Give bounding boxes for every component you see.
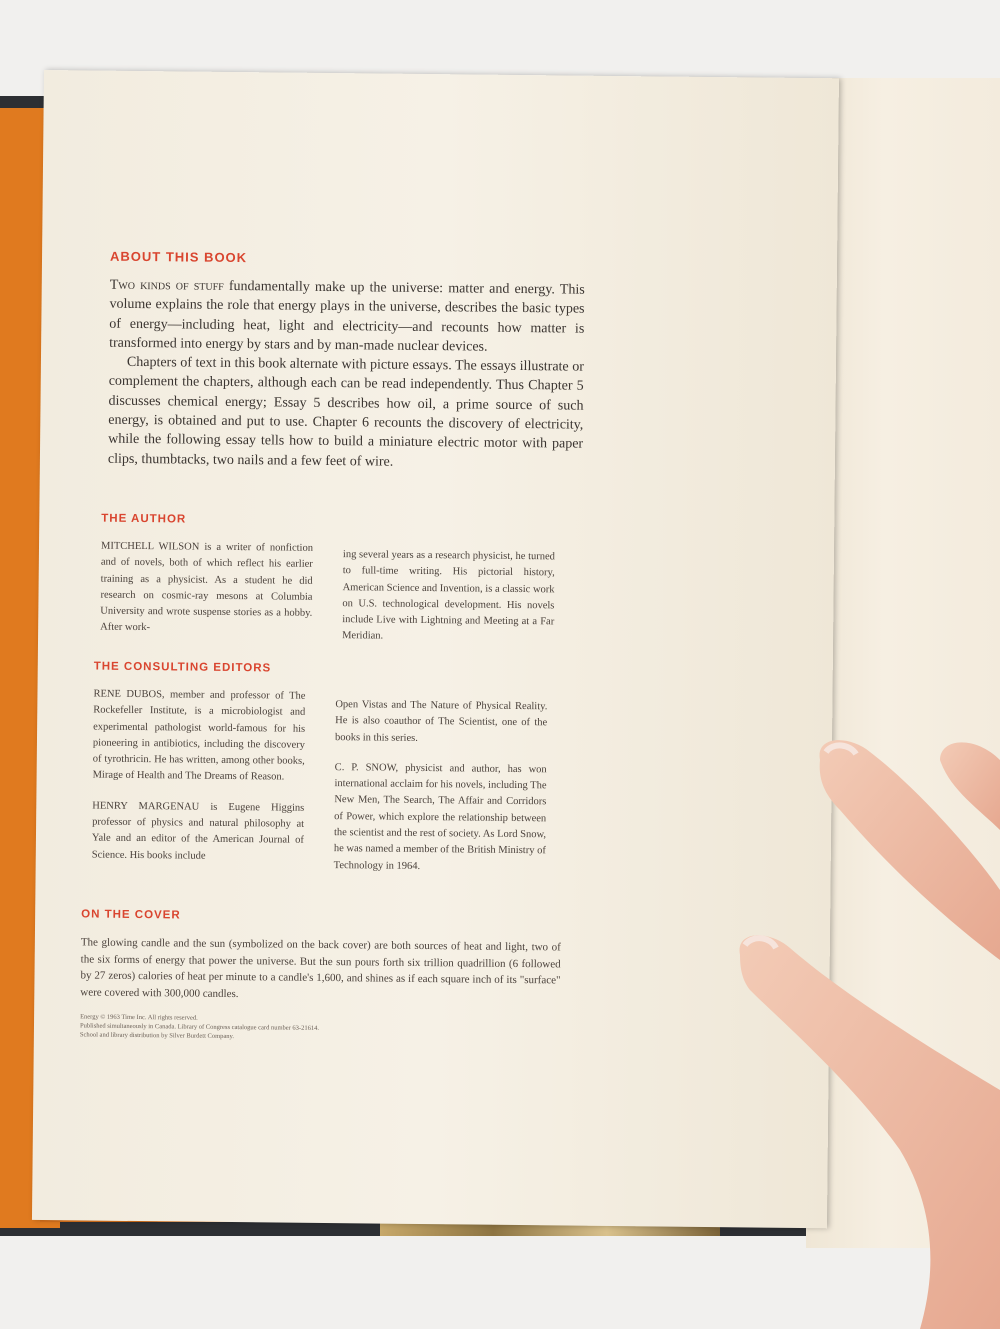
author-col-1 xyxy=(100,539,313,659)
editors-heading: THE CONSULTING EDITORS xyxy=(93,660,272,675)
page-content xyxy=(108,249,585,474)
author-section xyxy=(100,513,555,662)
author-heading: THE AUTHOR xyxy=(101,512,187,526)
about-body xyxy=(108,276,585,474)
margenau-bio-cont: Open Vistas and The Nature of Physical Reality. He is also coauthor of The Scientist, one of the books in this series. xyxy=(334,699,548,744)
snow-bio: C. P. SNOW, physicist and author, has won international acclaim for his novels, including The New Men, The Search, The Affair and Corridors of Power, which explore the relationship between the scientist and the rest of society. As Lord Snow, he was named a member of the British Ministry of Technology in 1964. xyxy=(333,761,547,872)
about-paragraph-2: Chapters of text in this book alternate with picture essays. The essays illustrate or complement the chapters, although each can be read independently. Thus Chapter 5 discusses chemical energy; Essay 5 describes how oil, a prime source of such energy, is obtained and put to use. Chapter 6 recounts the discovery of electricity, while the following essay tells how to build a miniature electric motor with paper clips, thumbtacks, two nails and a few feet of wire. xyxy=(107,355,584,470)
editors-columns xyxy=(91,687,547,891)
margenau-bio: HENRY MARGENAU is Eugene Higgins professor of physics and natural philosophy at Yale and an editor of the American Journal of Science. His books include xyxy=(91,800,305,862)
cover-section xyxy=(80,908,561,1044)
dubos-bio: RENE DUBOS, member and professor of The Rockefeller Institute, is a microbiologist and experimental pathologist world-famous for his pioneering in antibiotics, including the discovery of tyrothricin. He has written, among other books, Mirage of Health and The Dreams of Reason. xyxy=(92,688,306,784)
editors-col-1 xyxy=(91,687,305,888)
about-p1-rest: fundamentally make up the universe: matter and energy. This volume explains the role that energy plays in the universe, describes the basic types of energy—including heat, light and electricity—and recounts how matter is transformed into energy by stars and by man-made nuclear devices. xyxy=(109,278,585,355)
author-text-1: MITCHELL WILSON is a writer of nonfiction and of novels, both of which reflect his earlier training as a physicist. As a student he did research on cosmic-ray mesons at Columbia University and wrote suspense stories as a hobby. After work- xyxy=(100,540,314,634)
author-col-2 xyxy=(342,547,555,661)
credit-line-2: Published simultaneously in Canada. Library of Congress catalogue card number 63-21614. xyxy=(79,1022,320,1032)
credit-line-1: Energy © 1963 Time Inc. All rights reserved. xyxy=(80,1013,198,1022)
cover-heading: ON THE COVER xyxy=(81,908,181,922)
author-columns xyxy=(100,539,555,662)
editors-section xyxy=(91,661,547,891)
about-lead: Two kinds of stuff xyxy=(109,277,224,294)
editors-col-2 xyxy=(333,697,547,890)
left-page xyxy=(32,70,839,1228)
credit-line-3: School and library distribution by Silver Burdett Company. xyxy=(79,1031,235,1041)
copyright-credits xyxy=(80,1012,560,1044)
about-paragraph-1 xyxy=(109,276,585,358)
author-text-2: ing several years as a research physicist, he turned to full-time writing. His pictorial history, American Science and Invention, is a classic work on U.S. technological development. His novels include Live with Lightning and Meeting at a Far Meridian. xyxy=(342,549,555,643)
cover-text: The glowing candle and the sun (symbolized on the back cover) are both sources of heat and light, two of the six forms of energy that power the universe. But the sun pours forth six trillion quadrillion (6 followed by 27 zeros) calories of heat per minute to a candle's 1,600, and shines as if each square inch of its "surface" were covered with 300,000 candles. xyxy=(80,936,561,1000)
about-heading: ABOUT THIS BOOK xyxy=(109,248,248,266)
